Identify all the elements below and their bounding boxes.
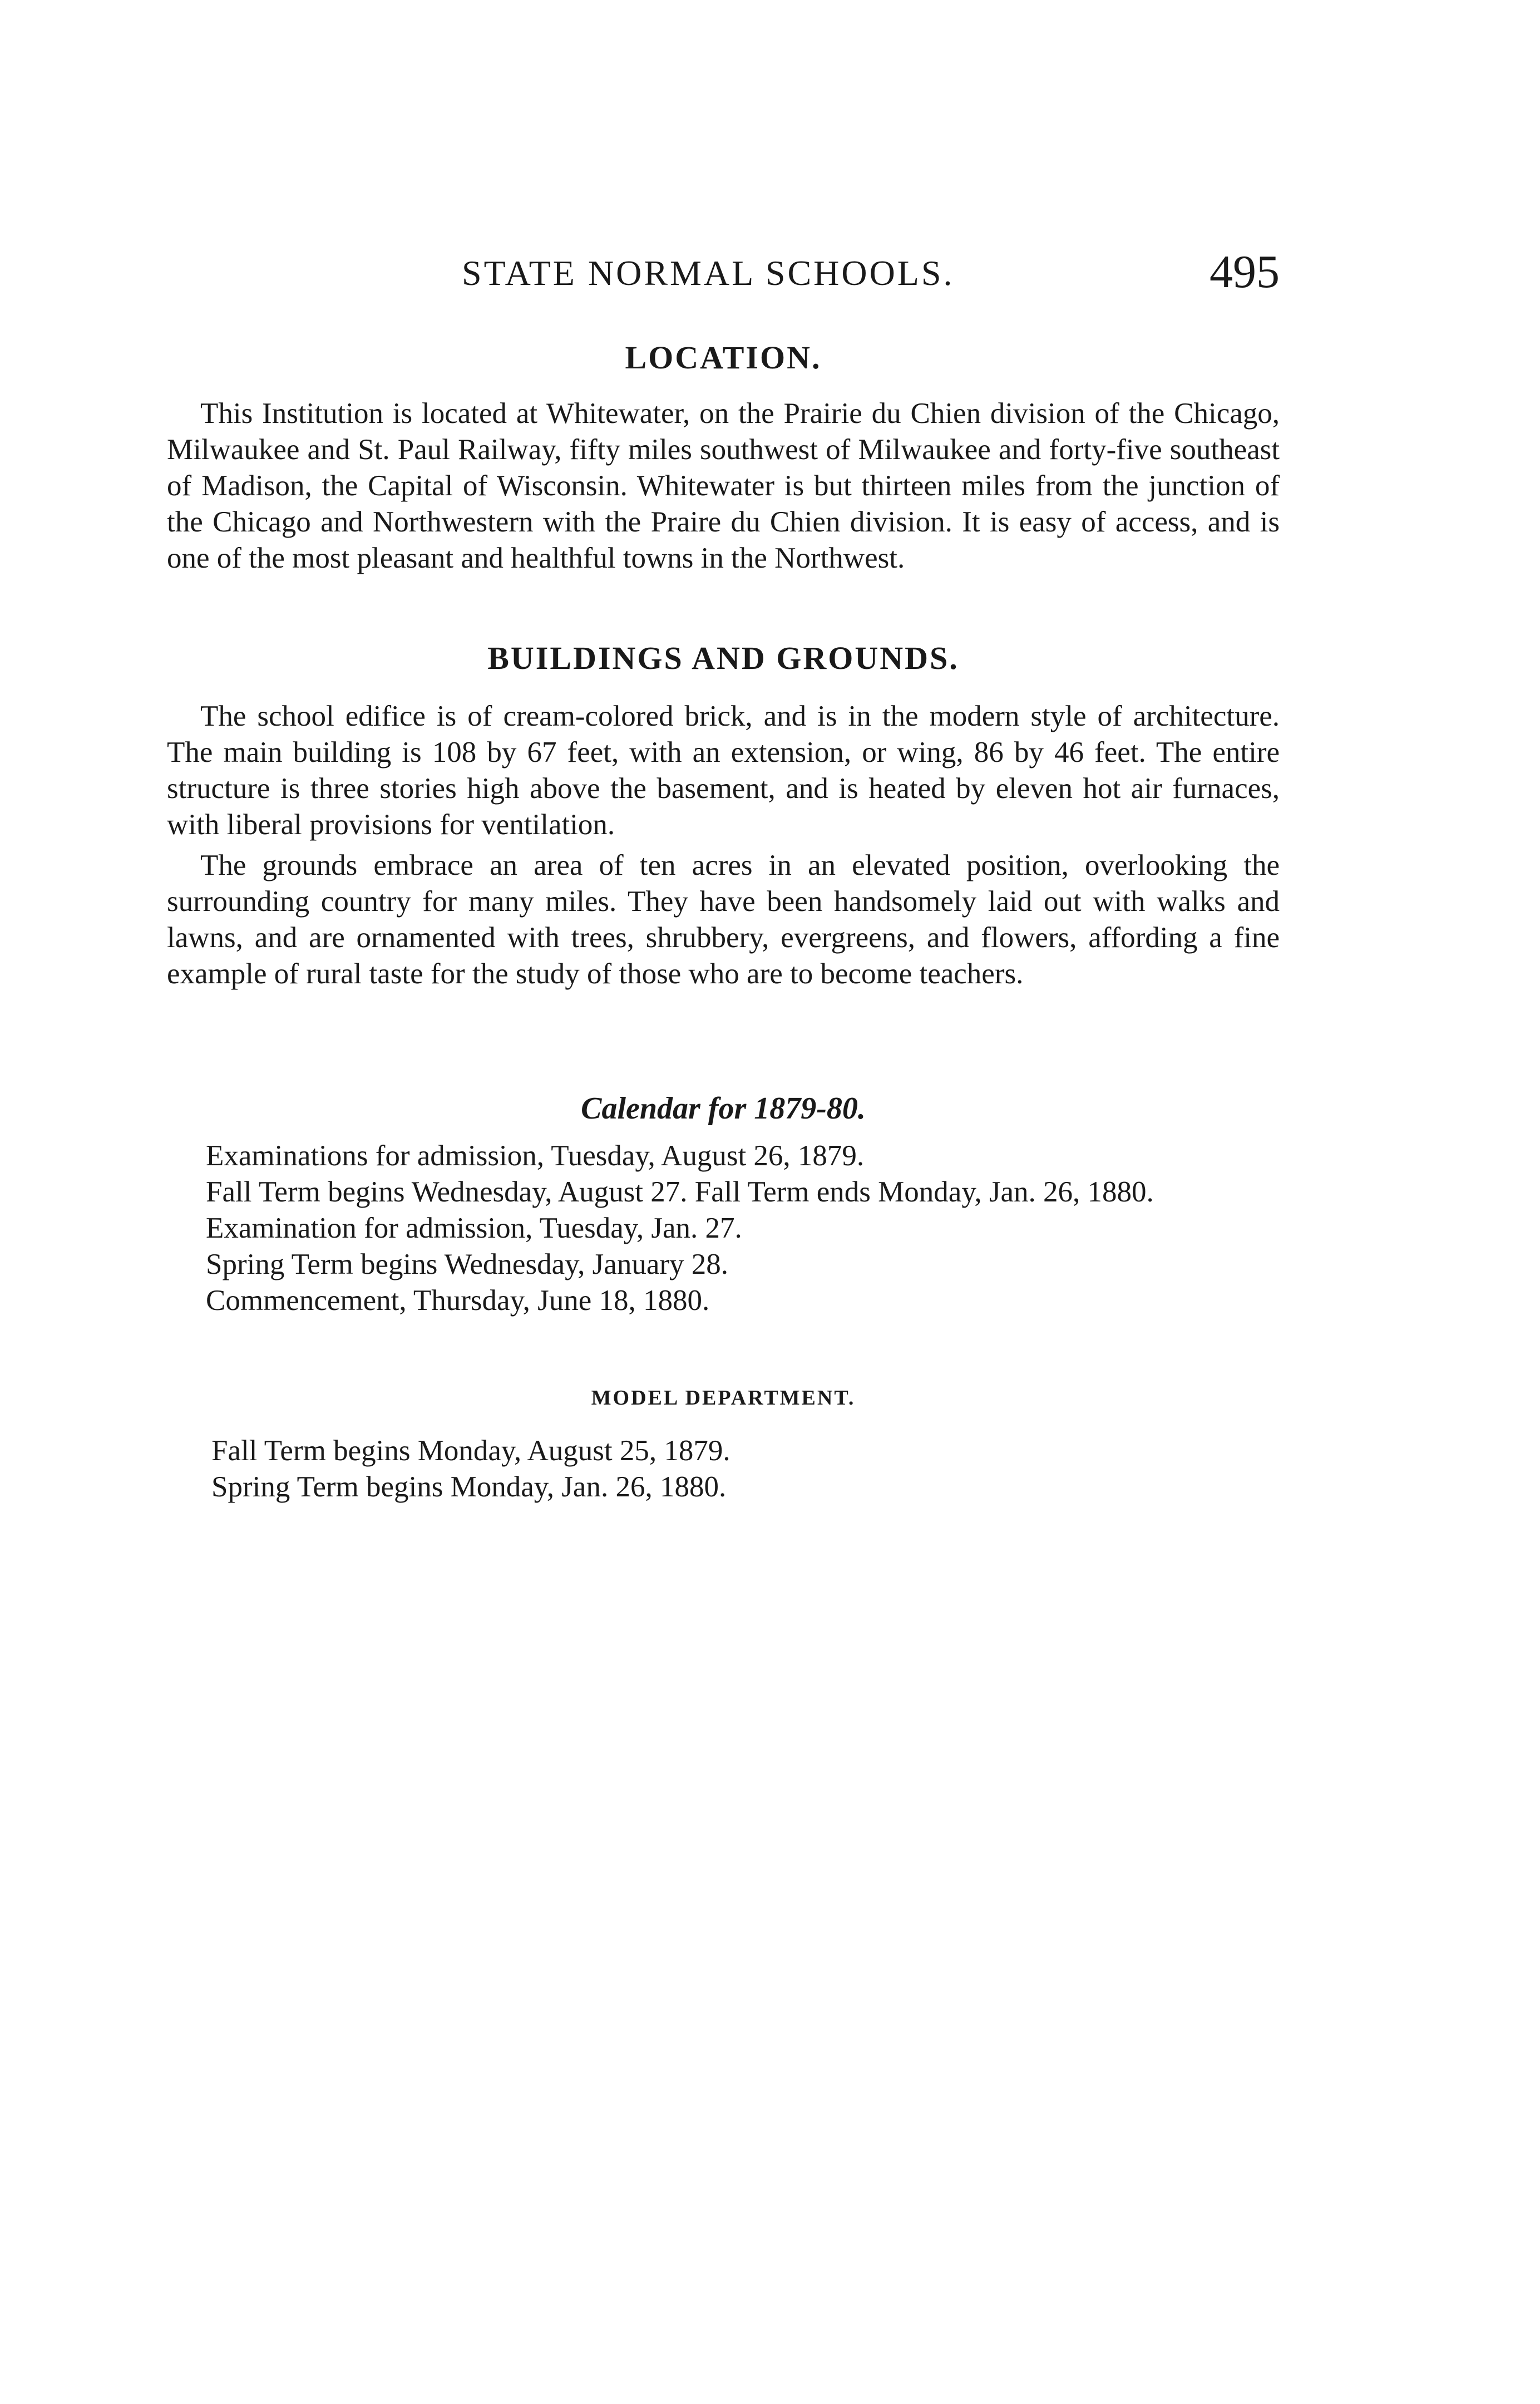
calendar-line: Examinations for admission, Tuesday, August 26, 1879.: [206, 1140, 865, 1172]
model-department-heading: MODEL DEPARTMENT.: [591, 1386, 856, 1410]
page-header: [167, 245, 1280, 298]
calendar-line: Fall Term begins Wednesday, August 27. Fall Term ends Monday, Jan. 26, 1880.: [206, 1176, 1154, 1208]
location-paragraph: This Institution is located at Whitewater, on the Prairie du Chien division of the Chicago, Milwaukee and St. Paul Railway, fifty miles southwest of Milwaukee and forty-five southeast of Madison, the Capital of Wisconsin. Whitewater is but thirteen miles from the junction of the Chicago and Northwestern with the Praire du Chien division. It is easy of access, and is one of the most pleasant and healthful towns in the Northwest.: [167, 397, 1280, 574]
page-number: 495: [1210, 246, 1280, 298]
calendar-line: Spring Term begins Wednesday, January 28.: [206, 1248, 728, 1280]
calendar-line: Examination for admission, Tuesday, Jan. 27.: [206, 1212, 742, 1244]
model-department-line: Spring Term begins Monday, Jan. 26, 1880.: [211, 1471, 727, 1503]
buildings-section: [167, 640, 1280, 992]
calendar-section: [167, 1091, 1280, 1319]
running-title: STATE NORMAL SCHOOLS.: [462, 253, 955, 293]
buildings-paragraph-1: The school edifice is of cream-colored brick, and is in the modern style of architecture. The main building is 108 by 67 feet, with an extension, or wing, 86 by 46 feet. The entire structure is three stories high above the basement, and is heated by eleven hot air furnaces, with liberal provisions for ventilation.: [167, 700, 1280, 841]
location-heading: LOCATION.: [625, 339, 822, 376]
buildings-heading: BUILDINGS AND GROUNDS.: [487, 640, 959, 676]
model-department-line: Fall Term begins Monday, August 25, 1879.: [211, 1435, 730, 1467]
model-department-section: [167, 1380, 1280, 1505]
location-section: [167, 339, 1280, 577]
calendar-heading: Calendar for 1879-80.: [581, 1091, 866, 1126]
buildings-paragraph-2: The grounds embrace an area of ten acres in an elevated position, overlooking the surrounding country for many miles. They have been handsomely laid out with walks and lawns, and are ornamented with trees, shrubbery, evergreens, and flowers, affording a fine example of rural taste for the study of those who are to become teachers.: [167, 849, 1280, 990]
calendar-line: Commencement, Thursday, June 18, 1880.: [206, 1284, 710, 1317]
